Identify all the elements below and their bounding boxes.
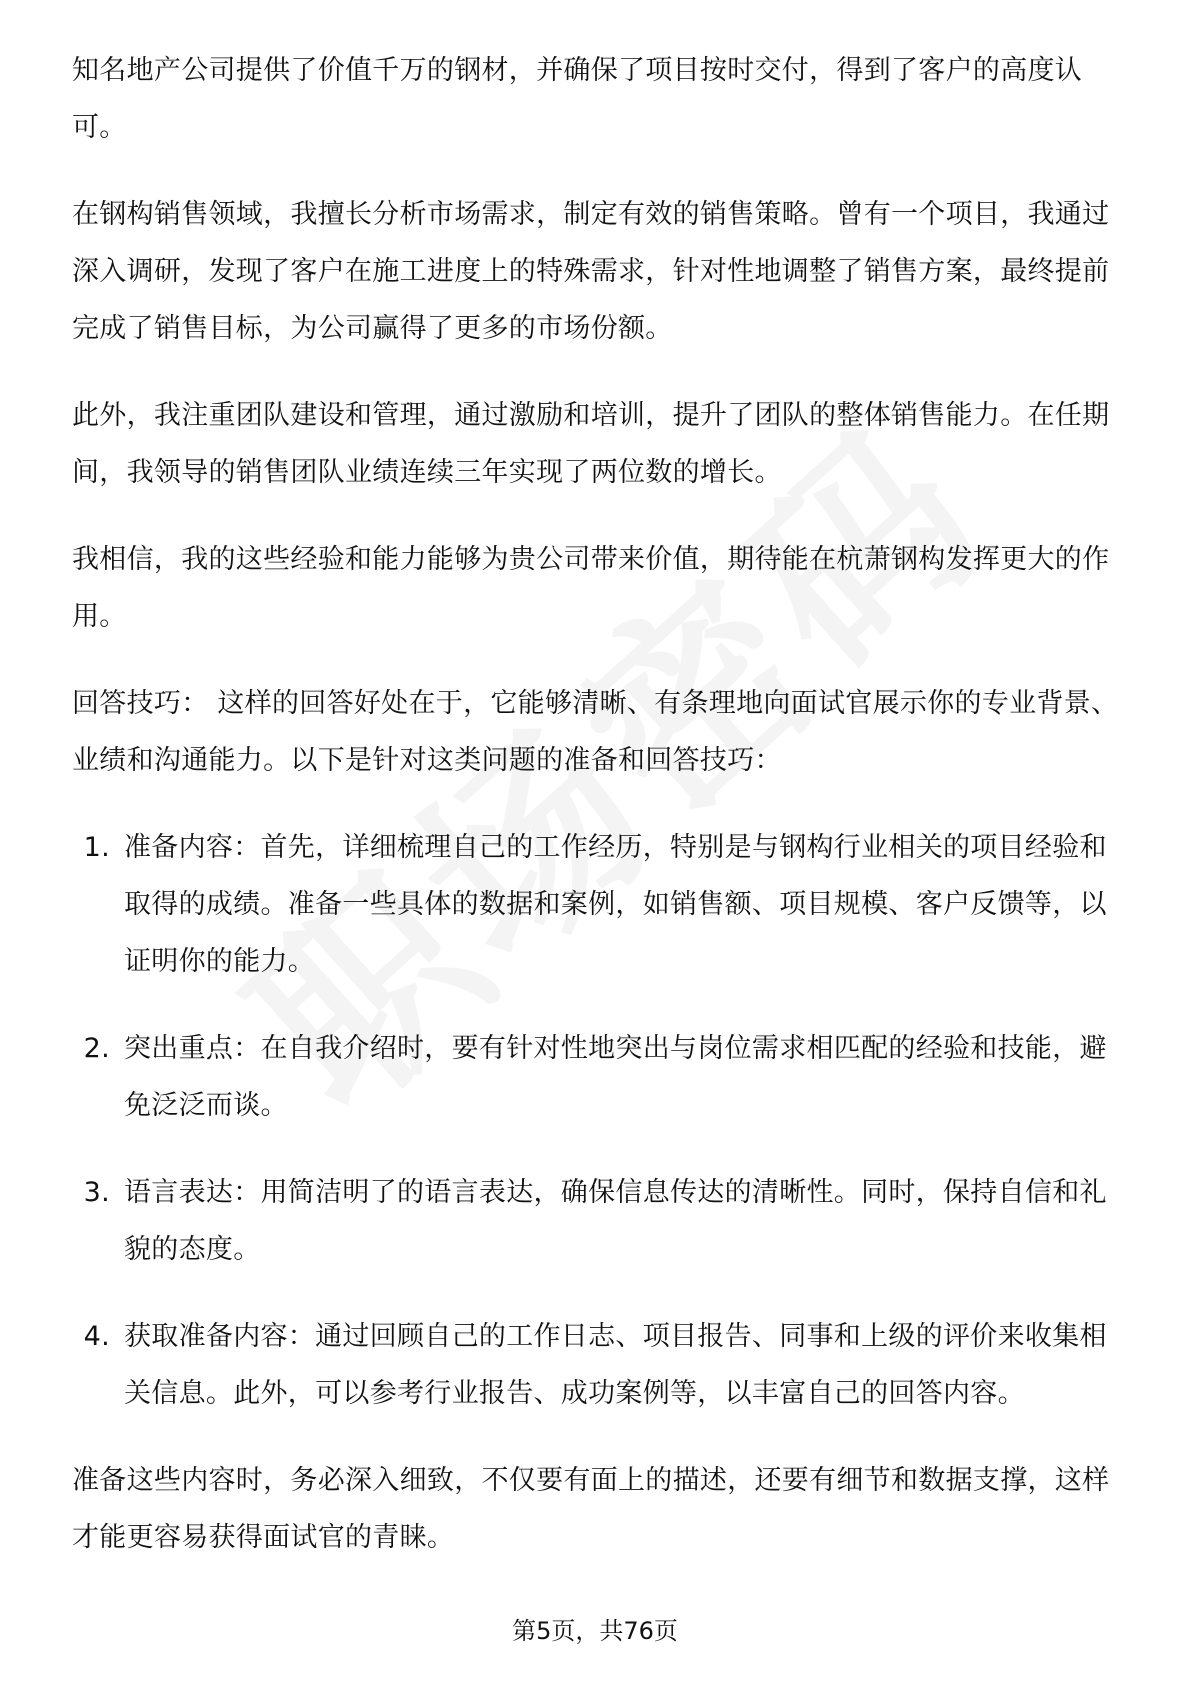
paragraph-1: 知名地产公司提供了价值千万的钢材，并确保了项目按时交付，得到了客户的高度认可。 xyxy=(72,55,1083,143)
list-item xyxy=(72,1164,1122,1278)
answer-tips-intro: 回答技巧： 这样的回答好处在于，它能够清晰、有条理地向面试官展示你的专业背景、业绩和沟通能力。以下是针对这类问题的准备和回答技巧： xyxy=(72,688,1119,776)
closing-paragraph: 准备这些内容时，务必深入细致，不仅要有面上的描述，还要有细节和数据支撑，这样才能更容易获得面试官的青睐。 xyxy=(72,1465,1110,1553)
list-number: 4. xyxy=(83,1321,110,1352)
list-number: 3. xyxy=(83,1177,110,1208)
page-number: 第5页，共76页 xyxy=(512,1617,678,1645)
list-item xyxy=(72,1020,1122,1134)
list-text: 获取准备内容：通过回顾自己的工作日志、项目报告、同事和上级的评价来收集相关信息。此外，可以参考行业报告、成功案例等，以丰富自己的回答内容。 xyxy=(124,1321,1107,1409)
paragraph-2: 在钢构销售领域，我擅长分析市场需求，制定有效的销售策略。曾有一个项目，我通过深入调研，发现了客户在施工进度上的特殊需求，针对性地调整了销售方案，最终提前完成了销售目标，为公司赢得了更多的市场份额。 xyxy=(72,199,1110,344)
list-text: 突出重点：在自我介绍时，要有针对性地突出与岗位需求相匹配的经验和技能，避免泛泛而谈。 xyxy=(124,1033,1107,1121)
list-item xyxy=(72,819,1122,990)
list-text: 准备内容：首先，详细梳理自己的工作经历，特别是与钢构行业相关的项目经验和取得的成绩。准备一些具体的数据和案例，如销售额、项目规模、客户反馈等，以证明你的能力。 xyxy=(124,832,1107,977)
tips-list xyxy=(72,819,1122,1422)
list-text: 语言表达：用简洁明了的语言表达，确保信息传达的清晰性。同时，保持自信和礼貌的态度。 xyxy=(124,1177,1107,1265)
list-number: 2. xyxy=(83,1033,110,1064)
document-body xyxy=(72,42,1122,1596)
list-number: 1. xyxy=(83,832,110,863)
list-item xyxy=(72,1308,1122,1422)
paragraph-3: 此外，我注重团队建设和管理，通过激励和培训，提升了团队的整体销售能力。在任期间，我领导的销售团队业绩连续三年实现了两位数的增长。 xyxy=(72,400,1110,488)
paragraph-4: 我相信，我的这些经验和能力能够为贵公司带来价值，期待能在杭萧钢构发挥更大的作用。 xyxy=(72,544,1110,632)
